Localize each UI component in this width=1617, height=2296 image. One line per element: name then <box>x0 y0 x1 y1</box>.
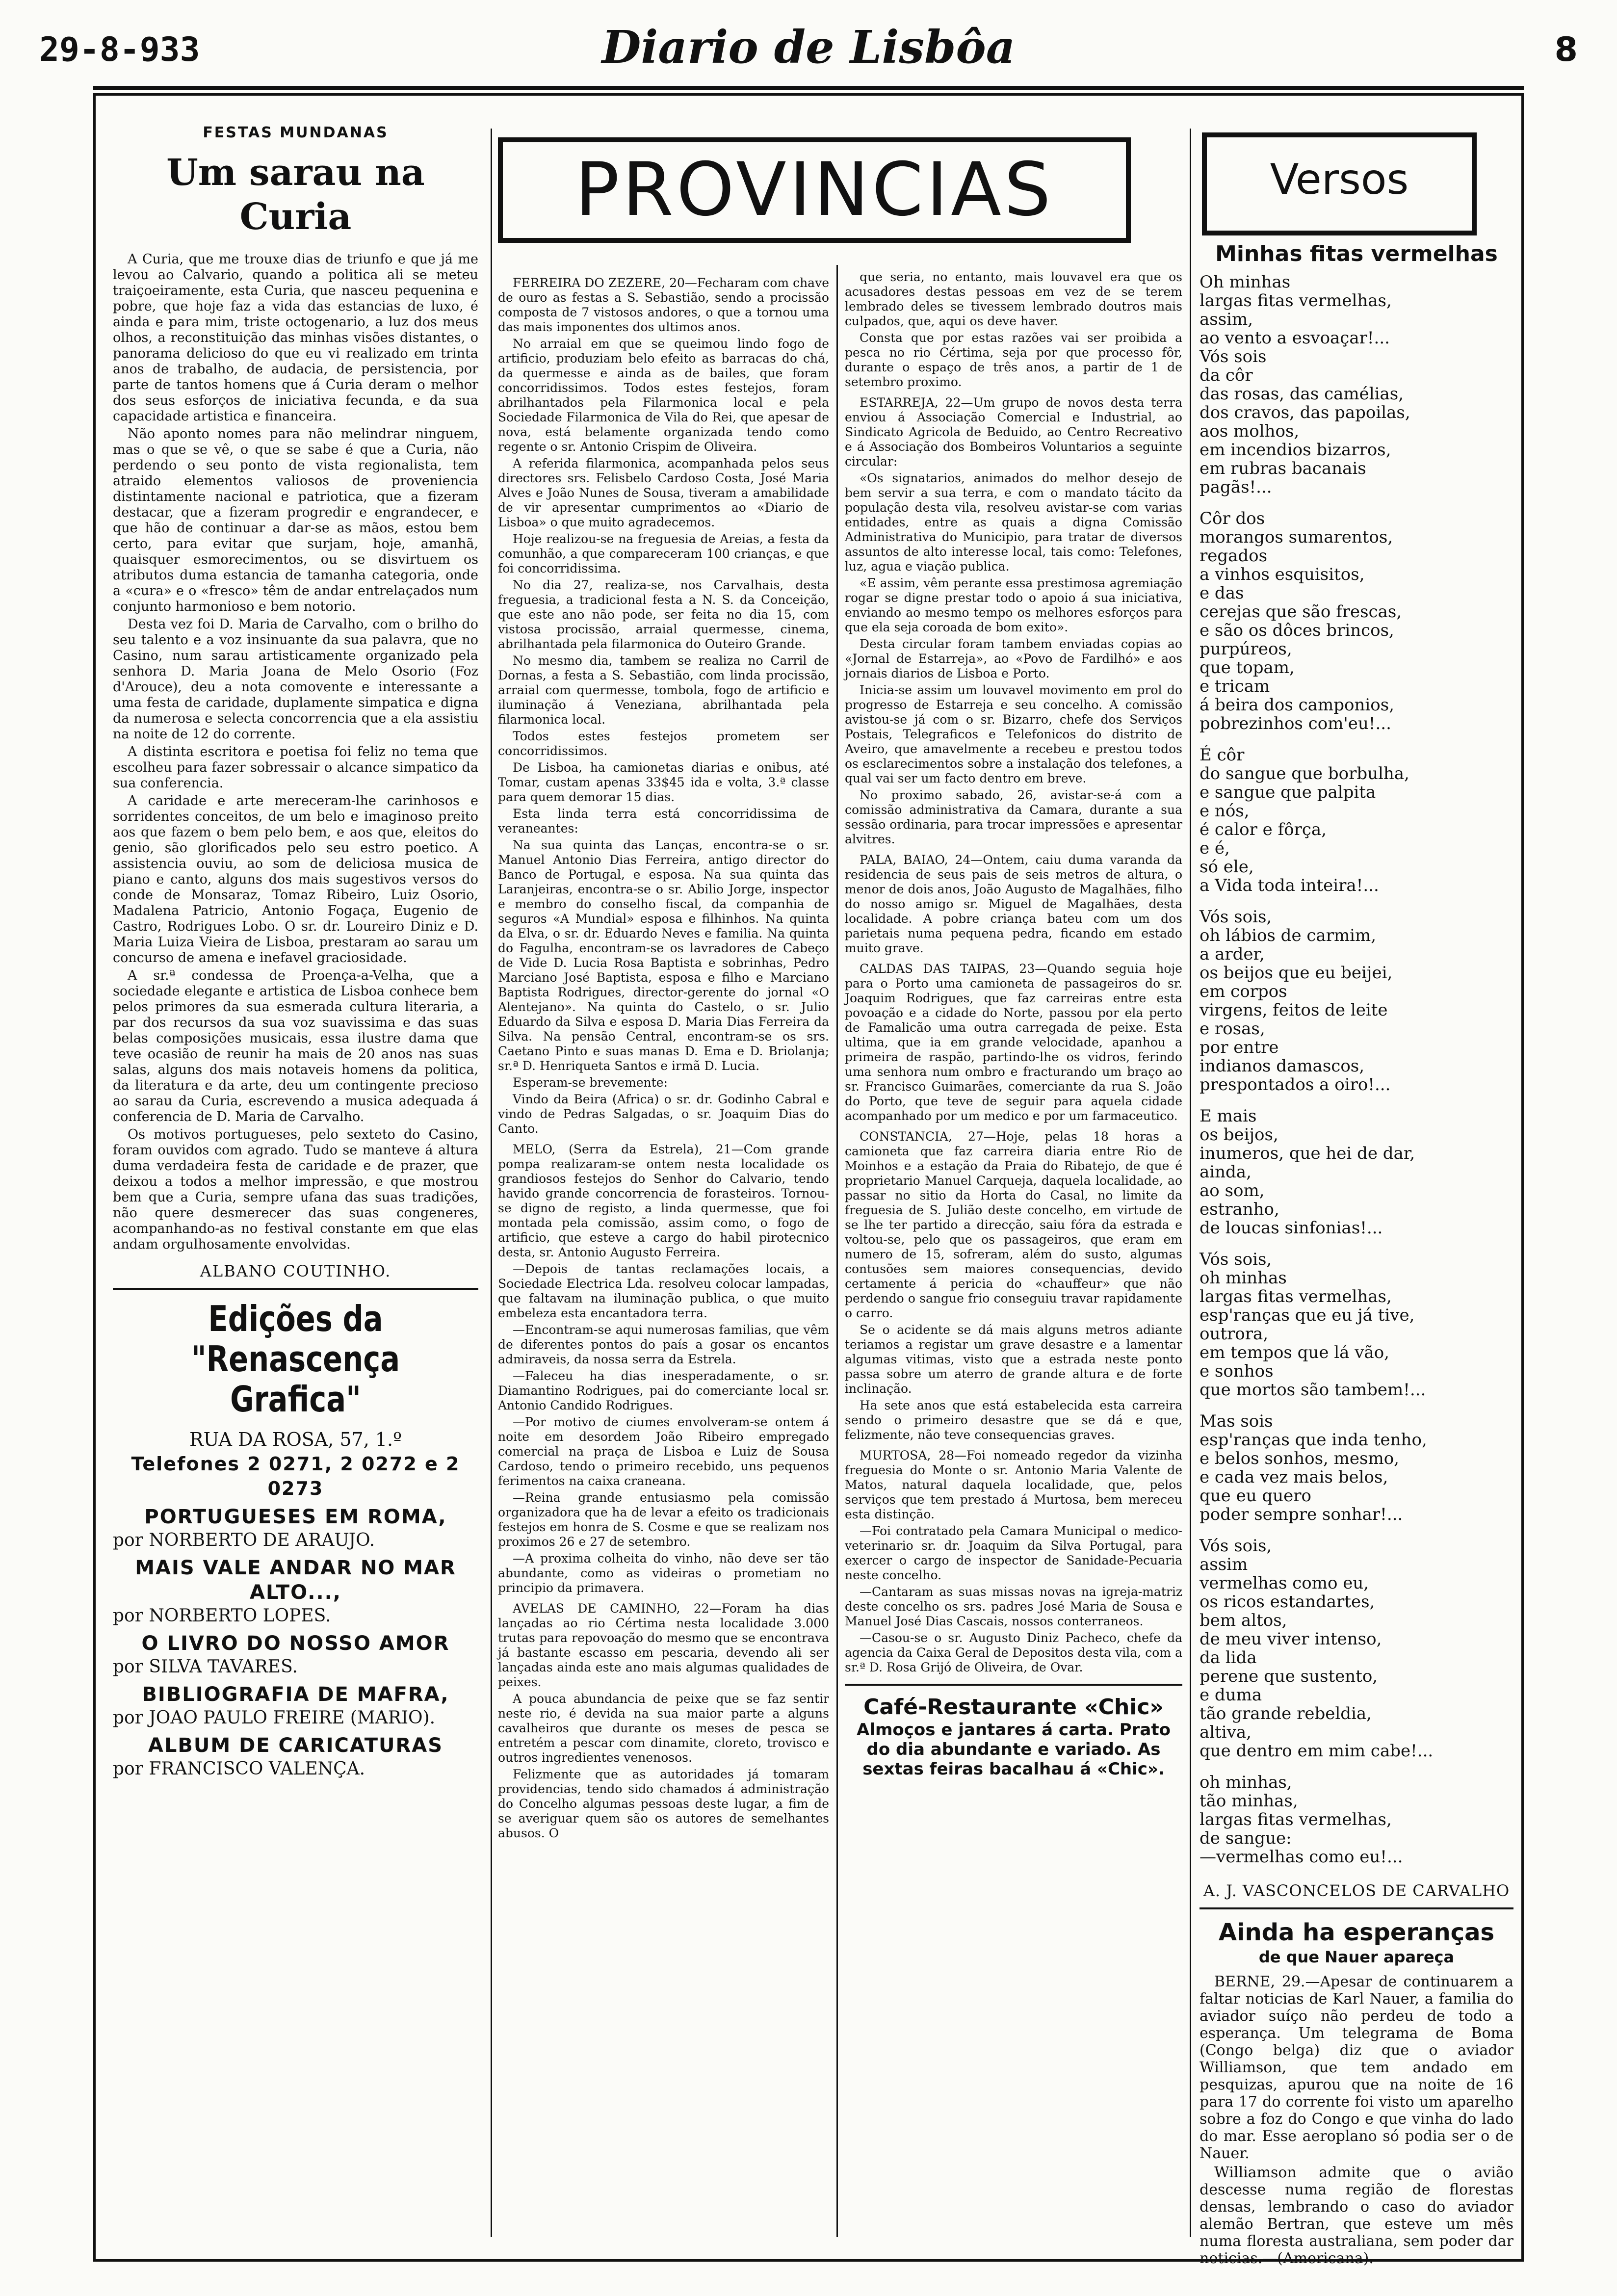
poem-line: que topam, <box>1200 658 1295 678</box>
poem-stanza <box>1200 1107 1513 1237</box>
esperancas-body <box>1200 1973 1513 2267</box>
poem-stanza <box>1200 1773 1513 1866</box>
poem-line: inumeros, que hei de dar, <box>1200 1144 1415 1163</box>
news-paragraph: —Faleceu ha dias inesperadamente, o sr. Diamantino Rodrigues, pai do comerciante local sr. Antonio Candido Rodrigues. <box>498 1369 829 1412</box>
news-paragraph: Consta que por estas razões vai ser proibida a pesca no rio Cértima, seja por que processo fôr, durante o espaço de três anos, a partir de 1 de setembro proximo. <box>845 331 1182 389</box>
provincias-banner <box>498 137 1131 243</box>
poem-line: que eu quero <box>1200 1486 1311 1506</box>
poem-line: e duma <box>1200 1685 1262 1705</box>
poem-line: poder sempre sonhar!... <box>1200 1505 1403 1524</box>
news-paragraph: —Casou-se o sr. Augusto Diniz Pacheco, chefe da agencia da Caixa Geral de Depositos desta vila, com a sr.ª D. Rosa Grijó de Oliveira, de Ovar. <box>845 1631 1182 1674</box>
poem-line: Vós sois <box>1200 347 1267 366</box>
news-paragraph: Felizmente que as autoridades já tomaram providencias, tendo sido chamados á administração do Concelho algumas pessoas deste lugar, a fim de se averiguar quem são os autores de semelhantes abusos. O <box>498 1767 829 1840</box>
ad-address: RUA DA ROSA, 57, 1.º <box>189 1429 402 1450</box>
news-paragraph: —Foi contratado pela Camara Municipal o medico-veterinario sr. dr. Joaquim da Silva Portugal, para exercer o cargo de inspector de Sanidade-Pecuaria neste concelho. <box>845 1524 1182 1582</box>
news-paragraph: MELO, (Serra da Estrela), 21—Com grande pompa realizaram-se ontem nesta localidade os grandiosos festejos do Senhor do Calvario, tendo havido grande concorrencia de forasteiros. Tornou-se digno de registo, a linda quermesse, que foi montada pela comissão, assim como, o fogo de artificio, que esteve a cargo do habil pirotecnico desta, sr. Antonio Augusto Ferreira. <box>498 1142 829 1259</box>
poem-line: por entre <box>1200 1038 1279 1057</box>
divider <box>1200 1907 1513 1909</box>
poem-line: os beijos, <box>1200 1125 1278 1145</box>
stanza-gap <box>1200 1866 1513 1879</box>
stanza-gap <box>1200 1399 1513 1412</box>
poem-line: e é, <box>1200 838 1230 858</box>
poem-line: bem altos, <box>1200 1611 1287 1630</box>
news-paragraph: —Reina grande entusiasmo pela comissão organizadora que ha de levar a efeito os tradicionais festejos em honra de S. Cosme e que se realizam nos proximos 26 e 27 de setembro. <box>498 1490 829 1549</box>
poem-line: Oh minhas <box>1200 272 1291 292</box>
poem-line: altiva, <box>1200 1722 1252 1742</box>
ad-book-author: por FRANCISCO VALENÇA. <box>113 1759 365 1779</box>
poem-line: Côr dos <box>1200 509 1265 528</box>
stanza-gap <box>1200 496 1513 509</box>
poem-line: Mas sois <box>1200 1411 1273 1431</box>
poem-line: outrora, <box>1200 1324 1269 1344</box>
ad-book-author: por NORBERTO DE ARAUJO. <box>113 1530 375 1550</box>
article-paragraph: Os motivos portugueses, pelo sexteto do Casino, foram ouvidos com agrado. Tudo se manteve á altura duma verdadeira festa de caridade e de prazer, que deixou a todos a melhor impressão, e que mostrou bem que a Curia, sempre ufana das suas tradições, não quere desmerecer das suas congeneres, acompanhando-as no festival constante em que elas andam orgulhosamente envolvidas. <box>113 1127 478 1252</box>
news-paragraph: FERREIRA DO ZEZERE, 20—Fecharam com chave de ouro as festas a S. Sebastião, sendo a procissão composta de 7 vistosos andores, o que a tornou uma das mais imponentes dos ultimos anos. <box>498 276 829 334</box>
article-paragraph: Desta vez foi D. Maria de Carvalho, com o brilho do seu talento e a voz insinuante da sua palavra, que no Casino, num sarau artisticamente organizado pela senhora D. Maria Joana de Melo Osorio (Foz d'Arouce), deu a nota comovente e interessante a uma festa de caridade, duplamente simpatica e digna da numerosa e selecta concorrencia que a ela assistiu na noite de 12 do corrente. <box>113 617 478 742</box>
poem-line: prespontados a oiro!... <box>1200 1075 1391 1095</box>
news-paragraph: —Cantaram as suas missas novas na igreja-matriz deste concelho os srs. padres José Maria de Sousa e Manuel José Dias Cascais, nossos conterraneos. <box>845 1585 1182 1628</box>
masthead-page-number: 8 <box>1554 30 1578 69</box>
poem-line: em corpos <box>1200 982 1287 1001</box>
news-paragraph: No proximo sabado, 26, avistar-se-á com a comissão administrativa da Camara, durante a sua sessão ordinaria, para trocar impressões e apresentar alvitres. <box>845 788 1182 846</box>
versos-banner <box>1202 132 1477 235</box>
news-paragraph: Ha sete anos que está estabelecida esta carreira sendo o primeiro desastre que se dá e que, felizmente, não teve consequencias graves. <box>845 1398 1182 1442</box>
poem-line: em rubras bacanais <box>1200 459 1366 478</box>
news-paragraph: PALA, BAIAO, 24—Ontem, caiu duma varanda da residencia de seus pais de seis metros de altura, o menor de dois anos, João Augusto de Magalhães, filho do nosso amigo sr. Miguel de Magalhães, desta localidade. A pobre criança bateu com um dos parietais numa pequena pedra, ficando em estado muito grave. <box>845 853 1182 955</box>
masthead-date: 29-8-933 <box>39 30 200 69</box>
article-paragraph: A caridade e arte mereceram-lhe carinhosos e sorridentes conceitos, de um belo e imaginoso preito aos que fazem o bem pelo bem, e aos que, eleitos do genio, são glorificados pelo seu estro poetico. A assistencia ouviu, ao som de deliciosa musica de piano e canto, alguns dos mais sugestivos versos do conde de Monsaraz, Tomaz Ribeiro, Luiz Osorio, Madalena Patricio, Antonio Fogaça, Eugenio de Castro, Rodrigues Lobo. O sr. dr. Loureiro Diniz e D. Maria Luiza Vieira de Lisboa, prestaram ao sarau um concurso de amena e inefavel graciosidade. <box>113 793 478 965</box>
ad-cafe-text: Almoços e jantares á carta. Prato do dia abundante e variado. As sextas feiras bacalhau á «Chic». <box>857 1720 1171 1779</box>
poem-line: tão minhas, <box>1200 1791 1298 1811</box>
poem-line: Vós sois, <box>1200 1250 1272 1269</box>
news-paragraph: De Lisboa, ha camionetas diarias e onibus, até Tomar, custam apenas 33$45 ida e volta, 3.ª classe para quem demorar 15 dias. <box>498 760 829 804</box>
article-signature: ALBANO COUTINHO. <box>200 1262 391 1280</box>
poem-line: das rosas, das camélias, <box>1200 384 1404 404</box>
news-paragraph: BERNE, 29.—Apesar de continuarem a faltar noticias de Karl Nauer, a familia do aviador suíço não perdeu de todo a esperança. Um telegrama de Boma (Congo belga) diz que o aviador Williamson, que tem andado em pesquizas, apurou que na noite de 16 para 17 do corrente foi visto um aparelho sobre a foz do Congo e que vinha do lado do mar. Esse aeroplano só podia ser o de Nauer. <box>1200 1973 1513 2162</box>
poem-line: É côr <box>1200 745 1245 765</box>
ad-book-list <box>113 1505 478 1780</box>
poem-line: de loucas sinfonias!... <box>1200 1218 1383 1238</box>
masthead-title: Diario de Lisbôa <box>601 21 1016 74</box>
ad-book-title: BIBLIOGRAFIA DE MAFRA, <box>142 1683 449 1706</box>
news-paragraph: Esta linda terra está concorridissima de veraneantes: <box>498 807 829 835</box>
poem-line: assim <box>1200 1555 1248 1574</box>
poem-line: esp'ranças que inda tenho, <box>1200 1430 1427 1450</box>
ad-title: Edições da "Renascença Grafica" <box>191 1298 400 1420</box>
poem-stanza <box>1200 1537 1513 1760</box>
article-paragraph: Não aponto nomes para não melindrar ninguem, mas o que se vê, o que se sabe é que a Curia, não perdendo o seu ponto de vista regionalista, tem atraido elementos valiosos de proveniencia distintamente nacional e patriotica, que a fizeram destacar, que a fizeram progredir e engrandecer, e que hão de continuar a dar-se as mãos, estou bem certo, para evitar que surjam, hoje, amanhã, quaisquer esmorecimentos, ou se disvirtuem os atributos duma estancia de tamanha categoria, onde a «cura» e o «fresco» têm de andar entrelaçados num conjunto harmonioso e bem notorio. <box>113 426 478 614</box>
column-divider <box>1190 129 1191 2237</box>
poem-line: —vermelhas como eu!... <box>1200 1847 1403 1867</box>
news-paragraph: Desta circular foram tambem enviadas copias ao «Jornal de Estarreja», ao «Povo de Fardilhó» e aos jornais diarios de Lisboa e Porto. <box>845 637 1182 680</box>
poem-line: Vós sois, <box>1200 1536 1272 1556</box>
news-paragraph: Williamson admite que o avião descesse numa região de florestas densas, lembrando o caso do aviador alemão Bertran, que esteve um mês numa floresta australiana, sem poder dar noticias.—(Americana). <box>1200 2164 1513 2267</box>
stanza-gap <box>1200 1237 1513 1250</box>
news-paragraph: A pouca abundancia de peixe que se faz sentir neste rio, é devida na sua maior parte a alguns cavalheiros que durante os meses de pesca se entretém a pescar com dinamite, cloreto, trovisco e outros ingredientes venenosos. <box>498 1692 829 1765</box>
poem-line: pobrezinhos com'eu!... <box>1200 714 1391 733</box>
news-paragraph: —A proxima colheita do vinho, não deve ser tão abundante, como as videiras o prometiam no principio da primavera. <box>498 1551 829 1595</box>
poem-line: pagãs!... <box>1200 477 1272 497</box>
ad-book-author: por SILVA TAVARES. <box>113 1657 298 1677</box>
news-paragraph: Esperam-se brevemente: <box>513 1075 668 1090</box>
divider <box>113 1288 478 1290</box>
poem-stanza <box>1200 509 1513 733</box>
poem-line: e rosas, <box>1200 1019 1265 1039</box>
ad-book-author: por NORBERTO LOPES. <box>113 1606 331 1626</box>
poem-line: esp'ranças que eu já tive, <box>1200 1305 1415 1325</box>
poem-line: virgens, feitos de leite <box>1200 1000 1388 1020</box>
article-paragraph: A Curia, que me trouxe dias de triunfo e que já me levou ao Calvario, quando a politica ali se meteu traiçoeiramente, esta Curia, que nasceu pequenina e pobre, que hoje faz a vida das estancias de luxo, é ainda e para mim, triste octogenario, a luz dos meus olhos, a reconstituição das minhas visões distantes, o panorama delicioso do que eu vi realizado em trinta anos de trabalho, de audacia, de persistencia, por parte de tantos homens que á Curia deram o melhor dos seus esforços de iniciativa fecunda, e da sua capacidade artistica e financeira. <box>113 252 478 424</box>
news-paragraph: No arraial em que se queimou lindo fogo de artificio, produziam belo efeito as barracas do chá, da quermesse e ainda as de bailes, que foram concorridissimos. Todos estes festejos, foram abrilhantados pela Filarmonica local e pela Sociedade Filarmonica de Vila do Rei, que apesar de nova, está belamente organizada tendo como regente o sr. Antonio Crispim de Oliveira. <box>498 337 829 454</box>
poem-line: de sangue: <box>1200 1828 1292 1848</box>
news-paragraph: «Os signatarios, animados do melhor desejo de bem servir a sua terra, e com o mandato tácito da população desta vila, resolveu avistar-se com varias entidades, entre as quais a digna Comissão Administrativa do Municipio, para tratar de diversos assuntos de alto interesse local, tais como: Telefones, luz, agua e viação publica. <box>845 471 1182 574</box>
poem-signature: A. J. VASCONCELOS DE CARVALHO <box>1203 1881 1510 1900</box>
ad-renascenca <box>113 1299 478 1780</box>
esperancas-title: Ainda ha esperanças <box>1218 1919 1495 1946</box>
column-versos <box>1200 240 1513 2267</box>
news-paragraph: —Por motivo de ciumes envolveram-se ontem á noite em desordem João Ribeiro empregado comercial na praça de Lisboa e Luiz de Sousa Cardoso, tendo o primeiro recebido, uns pequenos ferimentos na caixa craneana. <box>498 1415 829 1488</box>
poem-line: e sonhos <box>1200 1361 1274 1381</box>
poem-stanza <box>1200 1412 1513 1524</box>
poem-line: de meu viver intenso, <box>1200 1629 1382 1649</box>
poem-line: perene que sustento, <box>1200 1667 1378 1686</box>
article-kicker: FESTAS MUNDANAS <box>203 124 389 141</box>
poem-line: Vós sois, <box>1200 907 1272 927</box>
poem-title: Minhas fitas vermelhas <box>1215 241 1498 266</box>
stanza-gap <box>1200 1094 1513 1107</box>
news-paragraph: «E assim, vêm perante essa prestimosa agremiação rogar se digne prestar todo o apoio á sua iniciativa, enviando ao mesmo tempo os melhores esforços para que ela seja coroada de bom exito». <box>845 576 1182 634</box>
stanza-gap <box>1200 1524 1513 1537</box>
ad-cafe-name: Café-Restaurante «Chic» <box>863 1695 1164 1720</box>
poem-line: que mortos são tambem!... <box>1200 1380 1426 1400</box>
news-paragraph: A referida filarmonica, acompanhada pelos seus directores srs. Felisbelo Cardoso Costa, José Maria Alves e João Nunes de Sousa, tiveram a amabilidade de vir apresentar cumprimentos ao «Diario de Lisboa» o que muito agradecemos. <box>498 456 829 529</box>
poem-line: da lida <box>1200 1648 1257 1668</box>
news-paragraph: —Depois de tantas reclamações locais, a Sociedade Electrica Lda. resolveu colocar lampadas, que faltavam na iluminação publica, o que muito embeleza esta encantadora terra. <box>498 1262 829 1320</box>
poem-stanza <box>1200 273 1513 496</box>
article-body <box>113 252 478 1252</box>
poem-line: largas fitas vermelhas, <box>1200 291 1392 311</box>
poem-line: da côr <box>1200 365 1253 385</box>
poem-line: dos cravos, das papoilas, <box>1200 403 1410 422</box>
poem-body <box>1200 273 1513 1879</box>
poem-line: indianos damascos, <box>1200 1056 1365 1076</box>
news-paragraph: Vindo da Beira (Africa) o sr. dr. Godinho Cabral e vindo de Pedras Salgadas, o sr. Joaquim Dias do Canto. <box>498 1092 829 1136</box>
provincias-news-a <box>498 276 829 1841</box>
column-divider <box>491 129 492 2237</box>
poem-line: que dentro em mim cabe!... <box>1200 1741 1434 1761</box>
poem-line: oh minhas <box>1200 1268 1287 1288</box>
news-paragraph: Se o acidente se dá mais alguns metros adiante teriamos a registar um grave desastre e a lamentar algumas vitimas, visto que a estrada neste ponto passa sobre um aterro de grande altura e de forte inclinação. <box>845 1323 1182 1396</box>
news-paragraph: No dia 27, realiza-se, nos Carvalhais, desta freguesia, a tradicional festa a N. S. da Conceição, que este ano não pode, ser feita no dia 15, com vistosa procissão, arraial quermesse, cinema, abrilhantada pela filarmonica do Outeiro Grande. <box>498 578 829 651</box>
poem-line: morangos sumarentos, <box>1200 527 1393 547</box>
provincias-column-a <box>498 270 829 2252</box>
news-paragraph: AVELAS DE CAMINHO, 22—Foram ha dias lançadas ao rio Cértima nesta localidade 3.000 trutas para repovoação do mesmo que se encontrava já bastante escasso em pescaria, devendo ali ser lançadas ainda este ano mais algumas qualidades de peixes. <box>498 1601 829 1689</box>
news-paragraph: Todos estes festejos prometem ser concorridissimos. <box>498 729 829 758</box>
stanza-gap <box>1200 733 1513 746</box>
poem-line: e das <box>1200 583 1244 603</box>
poem-line: e cada vez mais belos, <box>1200 1467 1388 1487</box>
poem-line: regados <box>1200 546 1268 566</box>
poem-line: e são os dôces brincos, <box>1200 621 1394 640</box>
stanza-gap <box>1200 895 1513 908</box>
esperancas-subtitle: de que Nauer apareça <box>1258 1948 1455 1966</box>
provincias-banner-text: PROVINCIAS <box>575 147 1054 233</box>
poem-line: a vinhos esquisitos, <box>1200 565 1365 584</box>
stanza-gap <box>1200 1760 1513 1773</box>
news-paragraph: ESTARREJA, 22—Um grupo de novos desta terra enviou á Associação Comercial e Industrial, ao Sindicato Agricola de Beduido, ao Centro Recreativo e á Associação dos Bombeiros Voluntarios a seguinte circular: <box>845 395 1182 469</box>
poem-line: oh minhas, <box>1200 1773 1292 1792</box>
article-title: Um sarau na Curia <box>166 152 425 238</box>
poem-line: purpúreos, <box>1200 639 1292 659</box>
poem-line: em tempos que lá vão, <box>1200 1343 1389 1362</box>
ad-phones: Telefones 2 0271, 2 0272 e 2 0273 <box>131 1453 460 1499</box>
news-paragraph: —Encontram-se aqui numerosas familias, que vêm de diferentes pontos do país a gosar os encantos admiraveis, da nossa serra da Estrela. <box>498 1323 829 1366</box>
poem-line: do sangue que borbulha, <box>1200 764 1409 783</box>
versos-banner-text: Versos <box>1270 155 1409 204</box>
column-divider <box>836 265 838 2237</box>
poem-line: a Vida toda inteira!... <box>1200 876 1379 895</box>
provincias-column-b <box>845 270 1182 2252</box>
poem-line: só ele, <box>1200 857 1254 877</box>
article-paragraph: A sr.ª condessa de Proença-a-Velha, que a sociedade elegante e artistica de Lisboa conhece bem pelos primores da sua esmerada cultura literaria, a par dos recursos da sua voz suavissima e das suas belas composições musicais, essa ilustre dama que teve ocasião de reunir ha mais de 20 anos nas suas salas, alguns dos mais notaveis homens da politica, da literatura e da arte, deu um contingente precioso ao sarau da Curia, escrevendo a musica adequada á conferencia de D. Maria de Carvalho. <box>113 968 478 1124</box>
poem-line: e nós, <box>1200 801 1250 821</box>
article-paragraph: A distinta escritora e poetisa foi feliz no tema que escolheu para fazer sobressair o alcance simpatico da sua conferencia. <box>113 744 478 791</box>
news-paragraph: que seria, no entanto, mais louvavel era que os acusadores destas pessoas em vez de se terem lembrado deles se tivessem lembrado doutros mais culpados, que, aqui os deve haver. <box>845 270 1182 328</box>
poem-line: em incendios bizarros, <box>1200 440 1391 460</box>
news-paragraph: Na sua quinta das Lanças, encontra-se o sr. Manuel Antonio Dias Ferreira, antigo director do Banco de Portugal, e esposa. Na sua quinta das Laranjeiras, encontra-se o sr. Abilio Jorge, inspector e membro do conselho fiscal, da companhia de seguros «A Mundial» esposa e filhinhos. Na quinta da Elva, o sr. dr. Eduardo Neves e familia. Na quinta do Fagulha, encontram-se os lavradores de Cabeço de Vide D. Lucia Rosa Baptista e sobrinhas, Pedro Marciano José Baptista, esposa e filho e Marciano Baptista Rodrigues, director-gerente do jornal «O Alentejano». Na quinta do Castelo, o sr. Julio Eduardo da Silva e esposa D. Maria Dias Ferreira da Silva. Na pensão Central, encontram-se os srs. Caetano Pinto e suas manas D. Ema e D. Briolanja; sr.ª D. Henriqueta Santos e irmã D. Lucia. <box>498 838 829 1073</box>
poem-line: os ricos estandartes, <box>1200 1592 1375 1612</box>
poem-line: e tricam <box>1200 677 1270 696</box>
poem-line: e belos sonhos, mesmo, <box>1200 1449 1399 1468</box>
ad-book-title: ALBUM DE CARICATURAS <box>148 1734 443 1757</box>
provincias-news-b <box>845 270 1182 1675</box>
ad-cafe-chic <box>845 1695 1182 1779</box>
masthead-rule <box>93 86 1524 90</box>
news-paragraph: CONSTANCIA, 27—Hoje, pelas 18 horas a camioneta que faz carreira diaria entre Rio de Moinhos e a estação da Praia do Ribatejo, de que é proprietario Manuel Carqueja, daquela localidade, ao passar no sitio da Horta do Casal, no limite da freguesia de S. Julião deste concelho, em virtude de se lhe ter partido a direcção, saiu fóra da estrada e voltou-se, pelo que os passageiros, que eram em numero de 15, sofreram, além do susto, algumas contusões sem maiores consequencias, devido certamente á pericia do «chauffeur» que não perdendo o sangue frio conseguiu travar rapidamente o carro. <box>845 1129 1182 1320</box>
poem-line: largas fitas vermelhas, <box>1200 1810 1392 1829</box>
poem-stanza <box>1200 746 1513 895</box>
news-paragraph: CALDAS DAS TAIPAS, 23—Quando seguia hoje para o Porto uma camioneta de passageiros do sr. Joaquim Rodrigues, que faz carreiras entre esta povoação e a cidade do Norte, passou por ela perto de Famalicão uma outra carregada de peixe. Esta ultima, que ia em grande velocidade, apanhou a primeira de raspão, partindo-lhe os vidros, ferindo uma senhora num ombro e fracturando um braço ao sr. Francisco Guimarães, comerciante da rua S. João do Porto, que teve de seguir para aquela cidade acompanhado por um medico e por um farmaceutico. <box>845 962 1182 1123</box>
news-paragraph: Inicia-se assim um louvavel movimento em prol do progresso de Estarreja e seu concelho. A comissão avistou-se já com o sr. Bizarro, chefe dos Serviços Postais, Telegraficos e Telefonicos do distrito de Aveiro, que amavelmente a recebeu e prestou todos os esclarecimentos sobre a instalação dos telefones, a qual vai ser um facto dentro em breve. <box>845 683 1182 785</box>
column-curia <box>113 125 478 2249</box>
poem-line: largas fitas vermelhas, <box>1200 1287 1392 1306</box>
poem-line: aos molhos, <box>1200 421 1300 441</box>
poem-line: assim, <box>1200 310 1253 329</box>
ad-book-title: PORTUGUESES EM ROMA, <box>144 1506 447 1528</box>
poem-line: ao som, <box>1200 1181 1265 1200</box>
poem-stanza <box>1200 1250 1513 1399</box>
news-paragraph: Hoje realizou-se na freguesia de Areias, a festa da comunhão, a que compareceram 100 crianças, e que foi concorridissima. <box>498 532 829 575</box>
poem-line: á beira dos camponios, <box>1200 695 1394 715</box>
ad-book-title: O LIVRO DO NOSSO AMOR <box>141 1632 450 1655</box>
poem-line: estranho, <box>1200 1200 1279 1219</box>
poem-line: a arder, <box>1200 944 1265 964</box>
news-paragraph: No mesmo dia, tambem se realiza no Carril de Dornas, a festa a S. Sebastião, com linda procissão, arraial com quermesse, tombola, fogo de artificio e iluminação á Veneziana, abrilhantada pela filarmonica local. <box>498 653 829 727</box>
poem-line: vermelhas como eu, <box>1200 1573 1369 1593</box>
poem-line: cerejas que são frescas, <box>1200 602 1402 622</box>
poem-line: é calor e fôrça, <box>1200 820 1327 839</box>
ad-book-author: por JOAO PAULO FREIRE (MARIO). <box>113 1708 436 1728</box>
poem-line: e sangue que palpita <box>1200 783 1376 802</box>
poem-line: E mais <box>1200 1106 1257 1126</box>
poem-line: oh lábios de carmim, <box>1200 926 1377 945</box>
divider <box>845 1684 1182 1686</box>
poem-stanza <box>1200 908 1513 1094</box>
news-paragraph: MURTOSA, 28—Foi nomeado regedor da vizinha freguesia do Monte o sr. Antonio Maria Valente de Matos, natural daquela localidade, que, pelos serviços que tem prestado á Murtosa, bem mereceu esta distinção. <box>845 1448 1182 1521</box>
ad-book-title: MAIS VALE ANDAR NO MAR ALTO..., <box>135 1557 456 1604</box>
poem-line: ainda, <box>1200 1162 1252 1182</box>
poem-line: tão grande rebeldia, <box>1200 1704 1372 1723</box>
poem-line: ao vento a esvoaçar!... <box>1200 328 1390 348</box>
poem-line: os beijos que eu beijei, <box>1200 963 1393 983</box>
